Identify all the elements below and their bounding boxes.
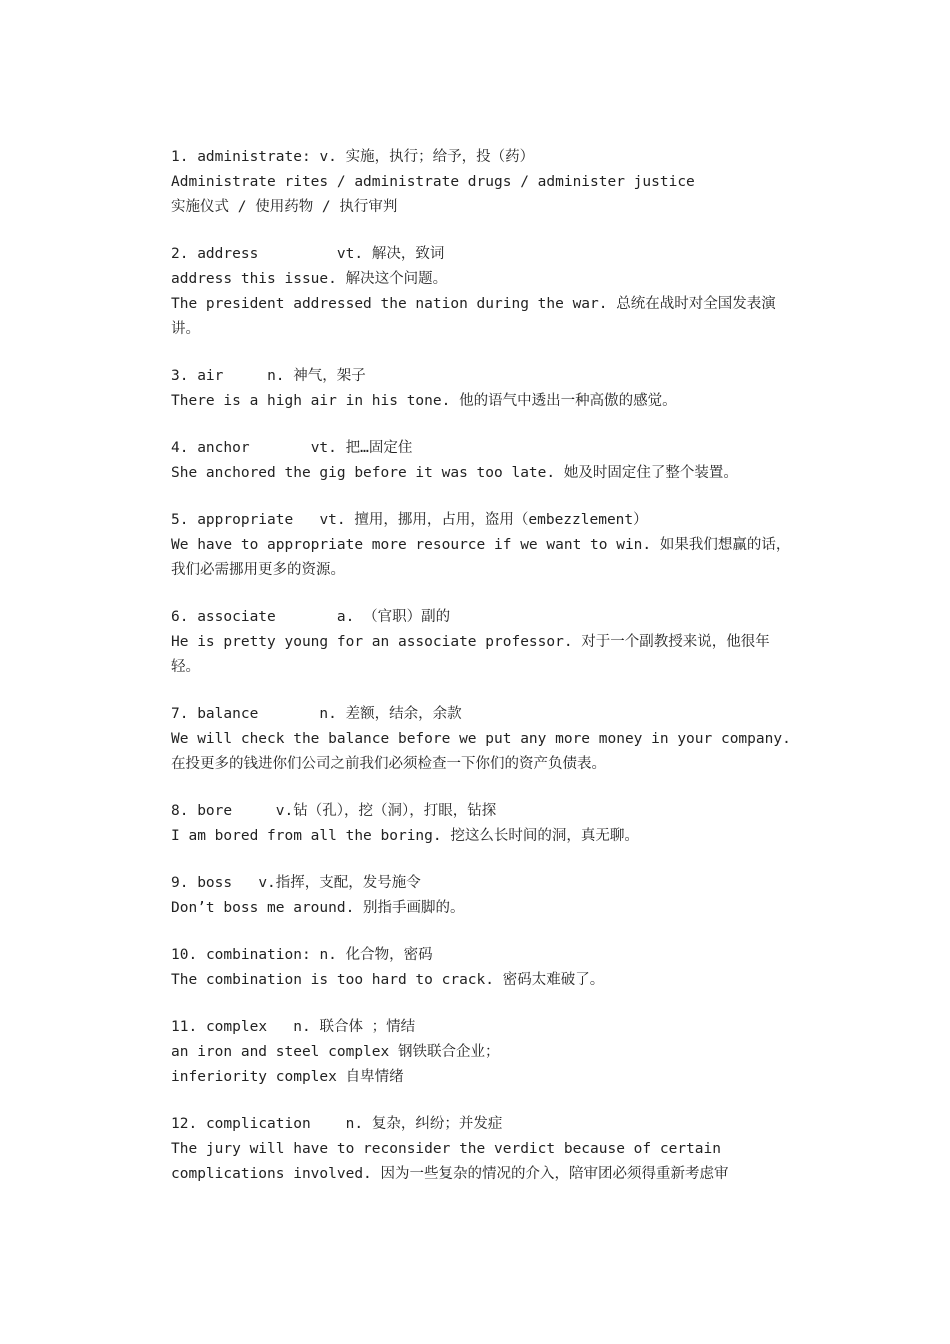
entry-word: anchor: [197, 440, 250, 456]
example-line: She anchored the gig before it was too late. 她及时固定住了整个装置。: [171, 465, 738, 481]
part-of-speech: n.: [319, 947, 337, 963]
vocab-entry: [171, 508, 791, 583]
part-of-speech: v.: [275, 803, 294, 819]
vocab-entry: [171, 799, 791, 849]
example-line: address this issue. 解决这个问题。: [171, 271, 448, 287]
entry-meaning: 指挥，支配，发号施令: [275, 875, 421, 891]
vocab-entry: [171, 702, 791, 777]
entry-heading: [171, 943, 791, 968]
entry-heading: [171, 799, 791, 824]
vocab-entry: [171, 242, 791, 342]
entry-word: bore: [197, 803, 233, 819]
entry-meaning: （官职）副的: [363, 609, 451, 625]
example-line: We will check the balance before we put any more money in your company.: [171, 731, 791, 747]
part-of-speech: n.: [345, 1116, 364, 1132]
example-line: 在投更多的钱进你们公司之前我们必须检查一下你们的资产负债表。: [171, 756, 606, 772]
part-of-speech: vt.: [319, 512, 346, 528]
entry-word: complication: [205, 1116, 311, 1132]
entry-heading: [171, 1015, 791, 1040]
example-line: Administrate rites / administrate drugs / administer justice: [171, 174, 695, 190]
part-of-speech: n.: [319, 706, 337, 722]
example-line: an iron and steel complex 钢铁联合企业；: [171, 1044, 500, 1060]
example-line: complications involved. 因为一些复杂的情况的介入，陪审团必须得重新考虑审: [171, 1166, 729, 1182]
example-line: The combination is too hard to crack. 密码太难破了。: [171, 972, 605, 988]
entry-meaning: 擅用，挪用，占用，盗用（embezzlement）: [354, 512, 648, 528]
entry-meaning: 把…固定住: [345, 440, 413, 456]
entry-meaning: 解决，致词: [371, 246, 445, 262]
entry-meaning: 差额，结余，余款: [345, 706, 462, 722]
entry-number: 5.: [171, 512, 189, 528]
example-line: Don’t boss me around. 别指手画脚的。: [171, 900, 465, 916]
entry-meaning: 复杂，纠纷；并发症: [371, 1116, 503, 1132]
vocab-entry: [171, 145, 791, 220]
entry-meaning: 联合体 ；情结: [319, 1019, 416, 1035]
entry-word: appropriate: [197, 512, 294, 528]
entry-heading: [171, 702, 791, 727]
entry-number: 9.: [171, 875, 189, 891]
entry-heading: [171, 145, 791, 170]
entry-heading: [171, 871, 791, 896]
entry-number: 3.: [171, 368, 189, 384]
entry-number: 2.: [171, 246, 189, 262]
entry-meaning: 神气，架子: [293, 368, 366, 384]
entry-number: 1.: [171, 149, 189, 165]
example-line: We have to appropriate more resource if we want to win. 如果我们想赢的话，我们必需挪用更多的资源。: [171, 537, 791, 578]
vocab-entry: [171, 605, 791, 680]
entry-word: complex: [205, 1019, 268, 1035]
vocabulary-list: [171, 145, 791, 1209]
vocab-entry: [171, 364, 791, 414]
vocab-entry: [171, 436, 791, 486]
example-line: 实施仪式 / 使用药物 / 执行审判: [171, 199, 398, 215]
entry-number: 11.: [171, 1019, 198, 1035]
part-of-speech: a.: [336, 609, 355, 625]
vocab-entry: [171, 1015, 791, 1090]
entry-word: associate: [197, 609, 276, 625]
entry-word: combination:: [205, 947, 311, 963]
entry-heading: [171, 605, 791, 630]
part-of-speech: v.: [258, 875, 276, 891]
entry-word: address: [197, 246, 259, 262]
entry-meaning: 实施，执行；给予，投（药）: [345, 149, 535, 165]
entry-number: 8.: [171, 803, 189, 819]
entry-meaning: 钻（孔），挖（洞），打眼，钻探: [293, 803, 497, 819]
vocab-entry: [171, 943, 791, 993]
example-line: inferiority complex 自卑情绪: [171, 1069, 404, 1085]
part-of-speech: vt.: [336, 246, 364, 262]
entry-heading: [171, 508, 791, 533]
entry-heading: [171, 436, 791, 461]
entry-word: air: [197, 368, 224, 384]
entry-number: 10.: [171, 947, 198, 963]
entry-number: 4.: [171, 440, 189, 456]
entry-word: balance: [197, 706, 259, 722]
part-of-speech: n.: [293, 1019, 311, 1035]
entry-word: boss: [197, 875, 233, 891]
part-of-speech: vt.: [310, 440, 337, 456]
entry-heading: [171, 364, 791, 389]
part-of-speech: n.: [267, 368, 285, 384]
entry-number: 6.: [171, 609, 189, 625]
example-line: The president addressed the nation during the war. 总统在战时对全国发表演讲。: [171, 296, 776, 337]
example-line: I am bored from all the boring. 挖这么长时间的洞，真无聊。: [171, 828, 639, 844]
part-of-speech: v.: [319, 149, 337, 165]
entry-heading: [171, 1112, 791, 1137]
entry-meaning: 化合物，密码: [345, 947, 433, 963]
example-line: There is a high air in his tone. 他的语气中透出一种高傲的感觉。: [171, 393, 677, 409]
entry-word: administrate:: [197, 149, 311, 165]
entry-number: 7.: [171, 706, 189, 722]
entry-number: 12.: [171, 1116, 198, 1132]
vocab-entry: [171, 871, 791, 921]
entry-heading: [171, 242, 791, 267]
vocab-entry: [171, 1112, 791, 1187]
example-line: The jury will have to reconsider the verdict because of certain: [171, 1141, 721, 1157]
example-line: He is pretty young for an associate professor. 对于一个副教授来说，他很年轻。: [171, 634, 770, 675]
